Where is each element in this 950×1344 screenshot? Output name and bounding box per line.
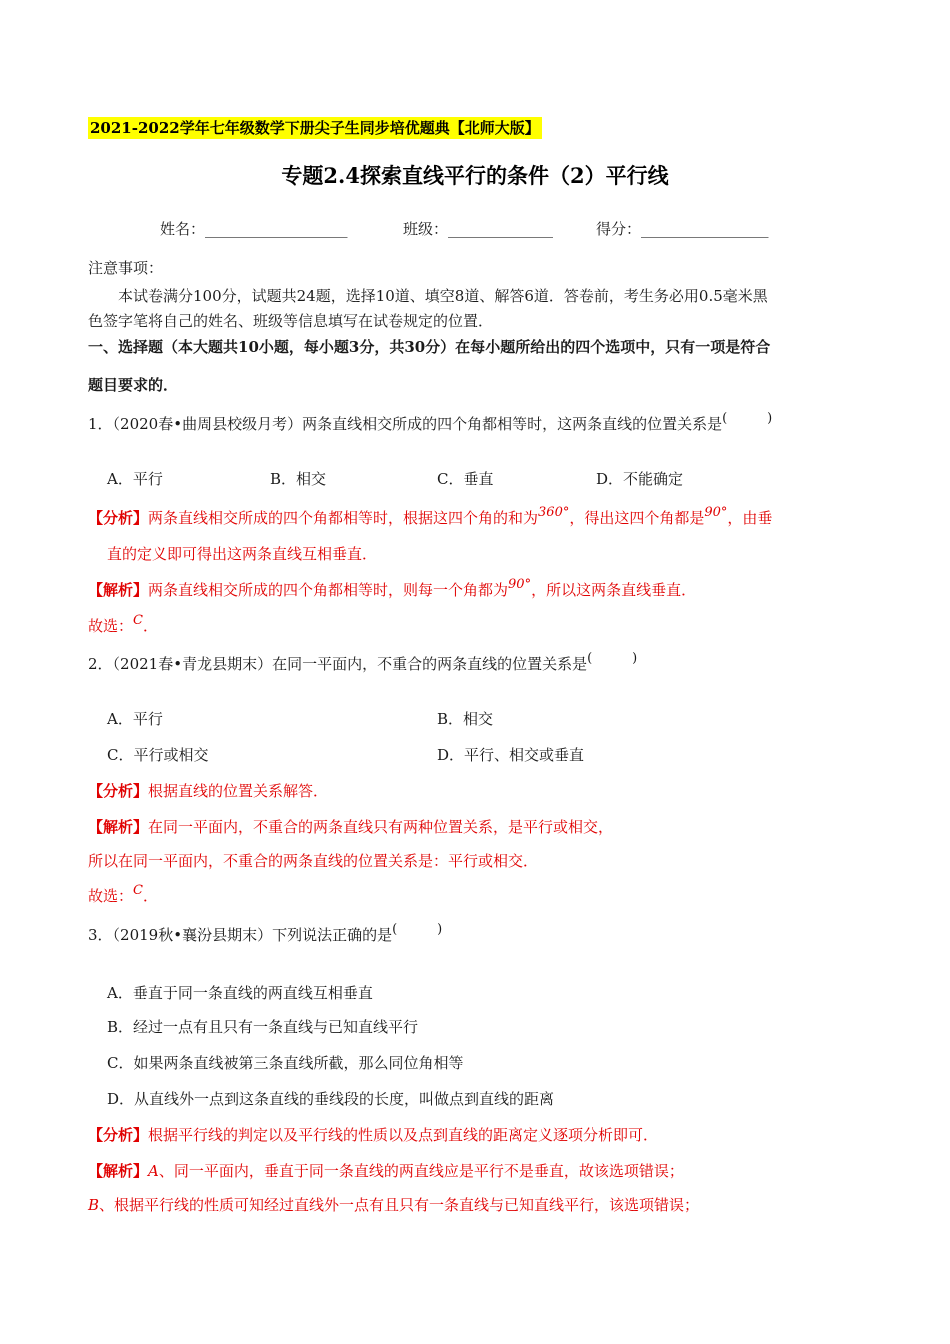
analysis-tag: 【分析】 — [88, 509, 149, 527]
solution-text-a: 、同一平面内，垂直于同一条直线的两直线应是平行不是垂直，故该选项错误； — [158, 1162, 684, 1180]
question-2-answer — [88, 885, 158, 909]
question-1-stem — [88, 413, 772, 437]
answer-paren-close: ) — [767, 411, 773, 426]
question-3-option-b: B．经过一点有且只有一条直线与已知直线平行 — [107, 1018, 419, 1036]
question-3-option-d: D．从直线外一点到这条直线的垂线段的长度，叫做点到直线的距离 — [107, 1090, 555, 1108]
notice-line-2: 色签字笔将自己的姓名、班级等信息填写在试卷规定的位置． — [88, 312, 494, 330]
question-2-option-b: B．相交 — [437, 710, 494, 728]
question-1-option-b: B．相交 — [270, 470, 327, 488]
notice-heading: 注意事项： — [88, 259, 164, 277]
question-1-solution — [88, 579, 696, 603]
name-field: 姓名：___________________ — [160, 220, 348, 238]
score-field: 得分：_________________ — [596, 220, 769, 238]
answer-paren-open: ( — [392, 922, 398, 937]
solution-text-a: 两条直线相交所成的四个角都相等时，则每一个角都为 — [148, 581, 509, 599]
answer-letter: C — [133, 613, 143, 628]
analysis-tag: 【分析】 — [88, 782, 149, 800]
answer-label: 故选： — [88, 617, 134, 635]
question-2-solution-line-2: 所以在同一平面内，不重合的两条直线的位置关系是：平行或相交． — [88, 852, 539, 870]
question-1-answer — [88, 615, 158, 639]
answer-paren-open: ( — [587, 651, 593, 666]
answer-letter: C — [133, 883, 143, 898]
question-2-solution — [88, 816, 613, 838]
question-2-text: 2．（2021春•青龙县期末）在同一平面内，不重合的两条直线的位置关系是 — [88, 655, 588, 673]
solution-text-b: 、根据平行线的性质可知经过直线外一点有且只有一条直线与已知直线平行，该选项错误； — [99, 1196, 700, 1214]
analysis-tag: 【分析】 — [88, 1126, 149, 1144]
class-field: 班级：______________ — [403, 220, 554, 238]
question-1-text: 1．（2020春•曲周县校级月考）两条直线相交所成的四个角都相等时，这两条直线的位置关系是 — [88, 415, 723, 433]
question-1-option-c: C．垂直 — [437, 470, 494, 488]
answer-paren-close: ) — [437, 922, 443, 937]
question-3-solution — [88, 1160, 684, 1182]
answer-end: ． — [142, 887, 158, 905]
answer-paren-open: ( — [722, 411, 728, 426]
option-letter-a: A — [148, 1162, 159, 1180]
question-2-analysis — [88, 780, 328, 802]
question-2-stem — [88, 653, 637, 677]
solution-tag: 【解析】 — [88, 818, 149, 836]
question-3-analysis — [88, 1124, 658, 1146]
notice-line-1: 本试卷满分100分，试题共24题，选择10道、填空8道、解答6道．答卷前，考生务必用0.5毫米黑 — [118, 287, 768, 305]
question-1-option-a: A．平行 — [107, 470, 163, 488]
angle-360: 360° — [538, 505, 570, 520]
section-heading-line-1: 一、选择题（本大题共10小题，每小题3分，共30分）在每小题所给出的四个选项中，只有一项是符合 — [88, 338, 771, 356]
analysis-text-c: ，由垂 — [727, 509, 773, 527]
question-1-option-d: D．不能确定 — [596, 470, 684, 488]
solution-text-b: ，所以这两条直线垂直． — [531, 581, 697, 599]
question-1-analysis-line-2: 直的定义即可得出这两条直线互相垂直． — [107, 545, 378, 563]
analysis-text-b: ，得出这四个角都是 — [569, 509, 705, 527]
question-2-option-d: D．平行、相交或垂直 — [437, 746, 585, 764]
analysis-text: 根据直线的位置关系解答． — [148, 782, 329, 800]
question-1-analysis — [88, 507, 772, 531]
series-title: 2021-2022学年七年级数学下册尖子生同步培优题典【北师大版】 — [90, 119, 540, 137]
question-3-stem — [88, 924, 442, 948]
question-3-text: 3．（2019秋•襄汾县期末）下列说法正确的是 — [88, 926, 393, 944]
solution-tag: 【解析】 — [88, 1162, 149, 1180]
question-2-option-c: C．平行或相交 — [107, 746, 209, 764]
answer-label: 故选： — [88, 887, 134, 905]
angle-90: 90° — [508, 577, 532, 592]
question-3-option-c: C．如果两条直线被第三条直线所截，那么同位角相等 — [107, 1054, 464, 1072]
angle-90: 90° — [704, 505, 728, 520]
analysis-text-a: 两条直线相交所成的四个角都相等时，根据这四个角的和为 — [148, 509, 539, 527]
solution-text: 在同一平面内，不重合的两条直线只有两种位置关系，是平行或相交， — [148, 818, 614, 836]
page-title: 专题2.4探索直线平行的条件（2）平行线 — [281, 163, 669, 188]
section-heading-line-2: 题目要求的． — [88, 376, 179, 394]
question-3-option-a: A．垂直于同一条直线的两直线互相垂直 — [107, 984, 373, 1002]
solution-tag: 【解析】 — [88, 581, 149, 599]
analysis-text: 根据平行线的判定以及平行线的性质以及点到直线的距离定义逐项分析即可． — [148, 1126, 659, 1144]
option-letter-b: B — [88, 1196, 100, 1214]
answer-paren-close: ) — [632, 651, 638, 666]
question-3-solution-line-2 — [88, 1194, 699, 1216]
question-2-option-a: A．平行 — [107, 710, 163, 728]
answer-end: ． — [142, 617, 158, 635]
